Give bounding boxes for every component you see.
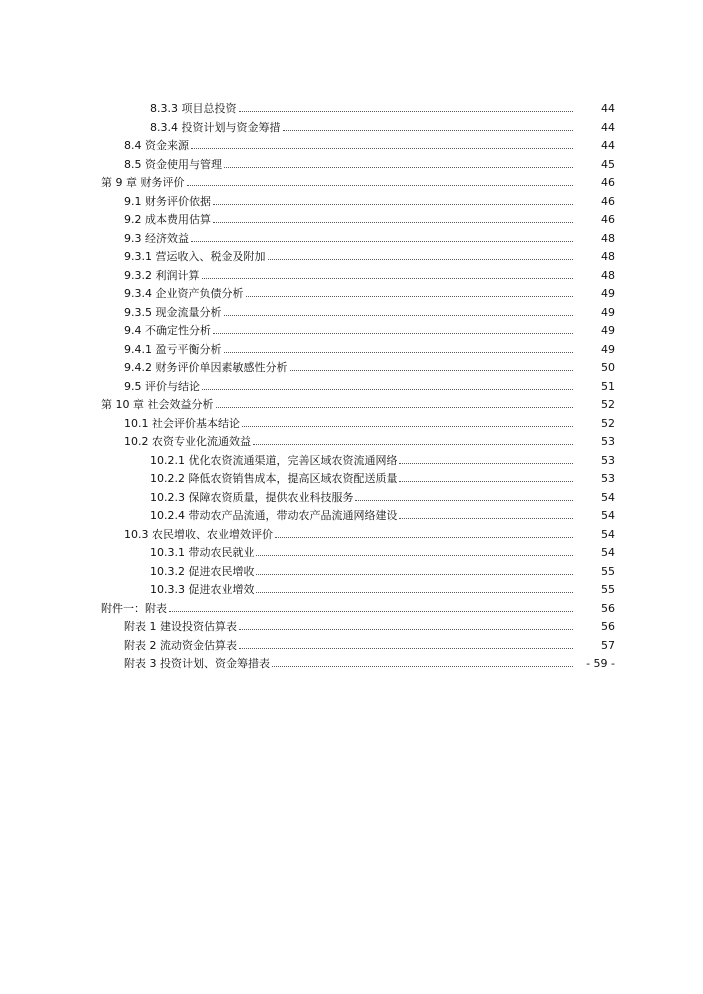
toc-dot-leader (191, 148, 573, 149)
toc-entry-page-number: 56 (601, 601, 615, 615)
toc-dot-leader (399, 518, 573, 519)
toc-entry-page-number: 48 (601, 268, 615, 282)
toc-entry[interactable] (0, 430, 703, 448)
toc-dot-leader (256, 574, 573, 575)
toc-entry-page-number: 53 (601, 435, 615, 448)
toc-entry-page-number: 55 (601, 583, 615, 596)
toc-entry-page-number: 54 (601, 490, 615, 504)
toc-entry[interactable] (0, 449, 703, 467)
toc-dot-leader (213, 222, 573, 223)
toc-dot-leader (239, 648, 573, 649)
toc-entry[interactable] (0, 486, 703, 504)
toc-entry[interactable] (0, 338, 703, 356)
toc-dot-leader (256, 592, 573, 593)
toc-entry[interactable] (0, 652, 703, 670)
toc-entry[interactable] (0, 301, 703, 319)
toc-entry-page-number: 48 (601, 231, 615, 245)
toc-dot-leader (246, 296, 574, 297)
toc-entry-title: 10.3.1 带动农民就业 (150, 546, 255, 559)
toc-entry-title: 10.3.2 促进农民增收 (150, 564, 255, 578)
toc-entry[interactable] (0, 97, 703, 115)
toc-entry[interactable] (0, 116, 703, 134)
toc-entry-page-number: 44 (601, 139, 615, 152)
toc-dot-leader (187, 185, 574, 186)
toc-entry-title: 8.3.3 项目总投资 (150, 102, 237, 115)
toc-entry-page-number: 53 (601, 472, 615, 485)
toc-dot-leader (272, 666, 573, 667)
toc-dot-leader (283, 130, 574, 131)
toc-entry-title: 10.2.1 优化农资流通渠道，完善区域农资流通网络 (150, 453, 398, 467)
toc-entry-title: 10.1 社会评价基本结论 (124, 416, 240, 430)
toc-entry[interactable] (0, 264, 703, 282)
toc-entry-title: 附表 2 流动资金估算表 (124, 638, 237, 652)
toc-dot-leader (216, 407, 574, 408)
toc-entry-page-number: 49 (601, 324, 615, 337)
toc-entry[interactable] (0, 319, 703, 337)
toc-entry-page-number: 53 (601, 453, 615, 467)
toc-entry[interactable] (0, 560, 703, 578)
toc-entry-title: 10.2.4 带动农产品流通，带动农产品流通网络建设 (150, 509, 398, 522)
toc-dot-leader (290, 370, 574, 371)
toc-entry-page-number: 49 (601, 342, 615, 356)
toc-entry[interactable] (0, 134, 703, 152)
toc-dot-leader (399, 463, 573, 464)
toc-dot-leader (239, 629, 573, 630)
toc-entry-title: 9.4.1 盈亏平衡分析 (124, 342, 222, 356)
toc-entry-title: 8.5 资金使用与管理 (124, 157, 222, 171)
toc-dot-leader (268, 259, 574, 260)
toc-entry[interactable] (0, 375, 703, 393)
toc-entry-title: 10.2 农资专业化流通效益 (124, 435, 251, 448)
toc-entry[interactable] (0, 578, 703, 596)
toc-entry-title: 附件一：附表 (101, 601, 167, 615)
toc-entry[interactable] (0, 597, 703, 615)
toc-entry-title: 10.2.3 保障农资质量，提供农业科技服务 (150, 490, 354, 504)
toc-entry[interactable] (0, 523, 703, 541)
toc-entry-page-number: 44 (601, 120, 615, 134)
toc-entry-page-number: 48 (601, 250, 615, 263)
toc-entry[interactable] (0, 467, 703, 485)
toc-dot-leader (213, 333, 573, 334)
toc-entry-page-number: - 59 - (586, 657, 615, 670)
toc-dot-leader (399, 481, 573, 482)
toc-entry-page-number: 51 (601, 379, 615, 393)
toc-entry-page-number: 56 (601, 620, 615, 633)
toc-entry-title: 附表 3 投资计划、资金筹措表 (124, 657, 270, 670)
toc-entry[interactable] (0, 282, 703, 300)
toc-entry-page-number: 49 (601, 305, 615, 319)
toc-entry-title: 9.1 财务评价依据 (124, 194, 211, 208)
toc-entry-title: 10.3.3 促进农业增效 (150, 583, 255, 596)
toc-entry-title: 附表 1 建设投资估算表 (124, 620, 237, 633)
toc-entry[interactable] (0, 153, 703, 171)
toc-dot-leader (242, 426, 573, 427)
toc-entry-page-number: 54 (601, 527, 615, 541)
toc-entry[interactable] (0, 190, 703, 208)
toc-dot-leader (191, 241, 573, 242)
toc-dot-leader (224, 315, 574, 316)
toc-entry[interactable] (0, 541, 703, 559)
toc-entry-page-number: 55 (601, 564, 615, 578)
toc-entry-page-number: 52 (601, 416, 615, 430)
toc-entry-page-number: 57 (601, 638, 615, 652)
toc-entry-title: 9.3.5 现金流量分析 (124, 305, 222, 319)
toc-entry-title: 9.5 评价与结论 (124, 379, 200, 393)
toc-entry-title: 10.3 农民增收、农业增效评价 (124, 527, 273, 541)
toc-dot-leader (213, 204, 573, 205)
toc-dot-leader (239, 111, 574, 112)
toc-entry-title: 8.3.4 投资计划与资金筹措 (150, 120, 281, 134)
toc-entry-title: 9.4 不确定性分析 (124, 324, 211, 337)
toc-entry-title: 9.3.2 利润计算 (124, 268, 200, 282)
toc-entry-page-number: 46 (601, 176, 615, 189)
toc-dot-leader (355, 500, 573, 501)
toc-dot-leader (202, 389, 573, 390)
toc-entry-title: 10.2.2 降低农资销售成本，提高区域农资配送质量 (150, 472, 398, 485)
toc-entry-page-number: 45 (601, 157, 615, 171)
toc-dot-leader (202, 278, 574, 279)
toc-entry-page-number: 46 (601, 194, 615, 208)
toc-entry[interactable] (0, 245, 703, 263)
toc-entry-page-number: 54 (601, 546, 615, 559)
toc-entry[interactable] (0, 208, 703, 226)
toc-entry-title: 第 10 章 社会效益分析 (101, 398, 214, 411)
toc-dot-leader (224, 167, 573, 168)
toc-entry-title: 第 9 章 财务评价 (101, 176, 185, 189)
toc-entry[interactable] (0, 615, 703, 633)
toc-entry-page-number: 52 (601, 398, 615, 411)
toc-entry[interactable] (0, 171, 703, 189)
toc-entry-title: 9.3.1 营运收入、税金及附加 (124, 250, 266, 263)
toc-entry-page-number: 44 (601, 102, 615, 115)
toc-entry[interactable] (0, 393, 703, 411)
toc-entry[interactable] (0, 412, 703, 430)
toc-entry-title: 8.4 资金来源 (124, 139, 189, 152)
toc-dot-leader (253, 444, 573, 445)
toc-entry[interactable] (0, 356, 703, 374)
toc-entry-title: 9.3 经济效益 (124, 231, 189, 245)
toc-entry-title: 9.3.4 企业资产负债分析 (124, 287, 244, 300)
toc-entry-title: 9.2 成本费用估算 (124, 213, 211, 226)
toc-entry-page-number: 50 (601, 361, 615, 374)
toc-dot-leader (256, 555, 573, 556)
toc-dot-leader (224, 352, 574, 353)
toc-entry[interactable] (0, 504, 703, 522)
toc-dot-leader (169, 611, 573, 612)
toc-entry-page-number: 46 (601, 213, 615, 226)
toc-entry-title: 9.4.2 财务评价单因素敏感性分析 (124, 361, 288, 374)
toc-entry-page-number: 49 (601, 287, 615, 300)
toc-entry[interactable] (0, 634, 703, 652)
toc-dot-leader (275, 537, 573, 538)
toc-entry[interactable] (0, 227, 703, 245)
toc-entry-page-number: 54 (601, 509, 615, 522)
